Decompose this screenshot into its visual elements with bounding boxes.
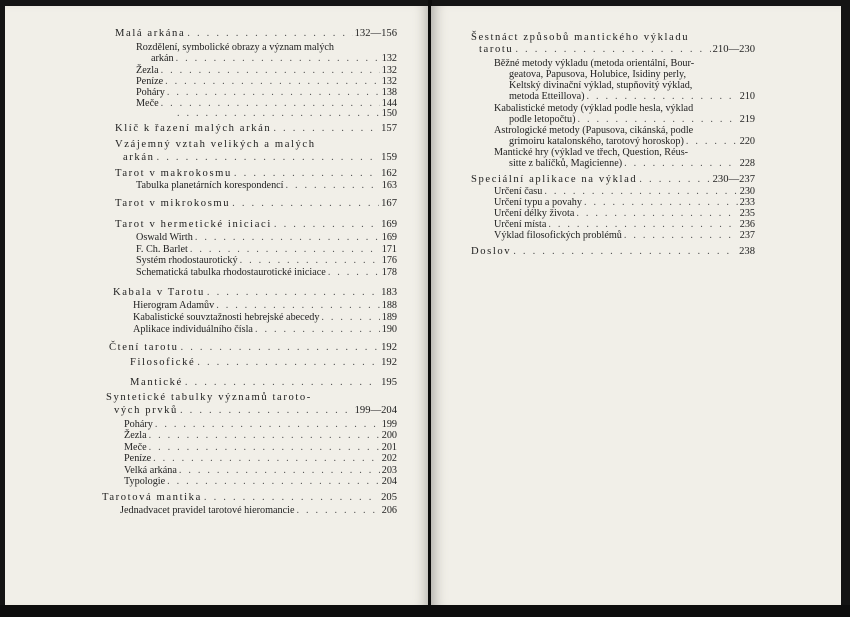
toc-subentry: Výklad filosofických problémů . . . 237 xyxy=(494,230,755,242)
toc-subentry: Kabalistické souvztažnosti hebrejské abecedy . . . 189 xyxy=(133,312,397,324)
toc-subentry: Peníze . . . 132 xyxy=(136,76,397,88)
toc-subentry: Meče . . . 201 xyxy=(124,442,397,454)
toc-entry: Tarot v hermetické iniciaci . . . 169 xyxy=(115,219,397,231)
toc-subentry: Rozdělení, symbolické obrazy a význam malých xyxy=(136,42,335,53)
toc-subentry: Aplikace individuálního čísla . . . 190 xyxy=(133,324,397,336)
toc-subentry: Typologie . . . 204 xyxy=(124,476,397,488)
toc-subentry: Poháry . . . 138 xyxy=(136,87,397,99)
toc-subentry: F. Ch. Barlet . . . 171 xyxy=(136,244,397,256)
toc-entry: Šestnáct způsobů mantického výkladu xyxy=(471,32,690,43)
toc-entry: vých prvků . . . 199—204 xyxy=(114,405,397,417)
left-page xyxy=(5,6,428,606)
toc-subentry: Určení místa . . . 236 xyxy=(494,219,755,231)
toc-page: 132—156 xyxy=(354,28,397,39)
toc-subentry: Běžné metody výkladu (metoda orientální, Bour- xyxy=(494,58,695,69)
toc-subentry: sitte z balíčků, Magicienne) . . . 228 xyxy=(509,158,755,170)
toc-subentry: Kabalistické metody (výklad podle hesla, výklad xyxy=(494,103,694,114)
toc-entry: Čtení tarotu . . . 192 xyxy=(109,342,397,354)
toc-entry: Filosofické . . . 192 xyxy=(130,357,397,369)
toc-entry: Kabala v Tarotu . . . 183 xyxy=(113,287,397,299)
toc-entry: Tarot v mikrokosmu . . . 167 xyxy=(115,198,397,210)
toc-subentry: Peníze . . . 202 xyxy=(124,453,397,465)
toc-entry: tarotu . . . 210—230 xyxy=(479,44,755,56)
toc-title: Malá arkána xyxy=(115,28,186,39)
toc-subentry: Určení typu a povahy . . . 233 xyxy=(494,197,755,209)
toc-subentry: Určení délky života . . . 235 xyxy=(494,208,755,220)
toc-entry: Speciální aplikace na výklad . . . 230—237 xyxy=(471,174,755,186)
toc-subentry: arkán . . . 132 xyxy=(151,53,397,65)
toc-entry: Tarot v makrokosmu . . . 162 xyxy=(115,168,397,180)
toc-subentry: geatova, Papusova, Holubice, Isidiny perly, xyxy=(509,69,687,80)
toc-subentry: metoda Etteillova) . . . 210 xyxy=(509,91,755,103)
toc-entry: Vzájemný vztah velikých a malých xyxy=(115,139,316,150)
toc-subentry: Velká arkána . . . 203 xyxy=(124,465,397,477)
toc-subentry: Poháry . . . 199 xyxy=(124,419,397,431)
toc-subentry: Hierogram Adamův . . . 188 xyxy=(133,300,397,312)
toc-subentry: Meče . . . 144 xyxy=(136,98,397,110)
toc-entry: Tarotová mantika . . . 205 xyxy=(102,492,397,504)
toc-subentry: podle letopočtu) . . . 219 xyxy=(509,114,755,126)
toc-subentry: Tabulka planetárních korespondencí . . . 163 xyxy=(136,180,397,192)
toc-subentry: Určení času . . . 230 xyxy=(494,186,755,198)
toc-subentry: Oswald Wirth . . . 169 xyxy=(136,232,397,244)
book-bottom-edge xyxy=(0,605,850,617)
toc-subentry: Schematická tabulka rhodostaurotické iniciace . . . 178 xyxy=(136,267,397,279)
toc-entry: Syntetické tabulky významů taroto- xyxy=(106,392,312,403)
toc-entry xyxy=(115,28,397,40)
toc-subentry: Systém rhodostaurotický . . . 176 xyxy=(136,255,397,267)
toc-subentry: Keltský divinační výklad, stupňovitý výklad, xyxy=(509,80,693,91)
toc-subentry: grimoiru katalonského, tarotový horoskop) . . . 220 xyxy=(509,136,755,148)
toc-entry: Mantické . . . 195 xyxy=(130,377,397,389)
toc-subentry: . . . 150 xyxy=(175,108,397,120)
toc-entry: Doslov . . . 238 xyxy=(471,246,755,258)
toc-subentry: Mantické hry (výklad ve třech, Question, Réus- xyxy=(494,147,689,158)
toc-subentry: Žezla . . . 132 xyxy=(136,65,397,77)
toc-subentry: Žezla . . . 200 xyxy=(124,430,397,442)
toc-entry: Klíč k řazení malých arkán . . . 157 xyxy=(115,123,397,135)
toc-subentry: Jednadvacet pravidel tarotové hieromancie . . . 206 xyxy=(120,505,397,517)
toc-entry: arkán . . . 159 xyxy=(123,152,397,164)
right-page xyxy=(431,6,841,606)
toc-subentry: Astrologické metody (Papusova, cikánská, podle xyxy=(494,125,694,136)
